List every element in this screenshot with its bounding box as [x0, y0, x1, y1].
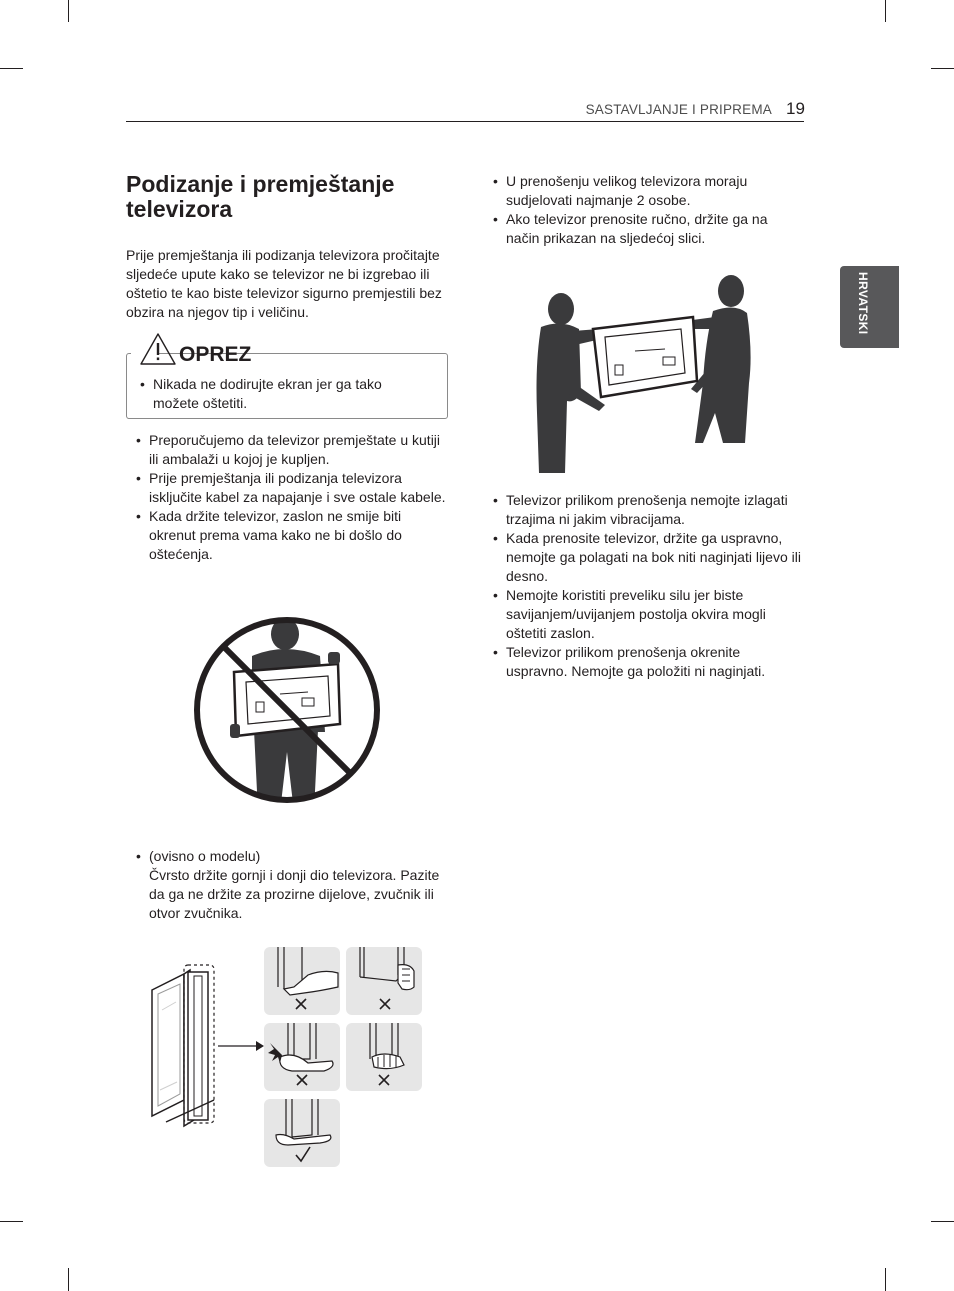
- grip-panel-1: [264, 947, 340, 1015]
- list-item: • Ako televizor prenosite ručno, držite ga na način prikazan na sljedećoj slici.: [483, 210, 803, 248]
- crop-mark: [885, 0, 886, 22]
- running-header-section: SASTAVLJANJE I PRIPREMA: [585, 102, 772, 117]
- left-bullet-list: [126, 431, 450, 564]
- crop-mark: [0, 68, 23, 69]
- caution-header: [131, 330, 252, 370]
- page-title: Podizanje i premještanje televizora: [126, 171, 395, 222]
- list-item: • Televizor prilikom prenošenja okrenite uspravno. Nemojte ga položiti ni naginjati.: [483, 643, 803, 681]
- header-rule: [126, 121, 804, 122]
- grip-panel-3: [264, 1023, 340, 1091]
- two-person-carry-illustration: [535, 273, 760, 478]
- tv-back-shape: [593, 317, 697, 397]
- person-left-silhouette: [537, 293, 606, 473]
- language-tab-label: HRVATSKI: [856, 272, 870, 335]
- right-bullet-list-bottom: [483, 491, 803, 681]
- crop-mark: [931, 68, 954, 69]
- list-item: • Kada prenosite televizor, držite ga uspravno, nemojte ga polagati na bok niti naginjati lijevo ili desno.: [483, 529, 803, 586]
- right-bullet-list-top: [483, 172, 803, 248]
- page-number: 19: [786, 99, 805, 118]
- model-note-list: [126, 847, 450, 923]
- list-item: • U prenošenju velikog televizora moraju sudjelovati najmanje 2 osobe.: [483, 172, 803, 210]
- model-note-line1: • (ovisno o modelu): [149, 848, 261, 864]
- model-note-line2: Čvrsto držite gornji i donji dio televizora. Pazite da ga ne držite za prozirne dijelove, zvučnik ili otvor zvučnika.: [149, 867, 440, 921]
- intro-paragraph: Prije premještanja ili podizanja televizora pročitajte sljedeće upute kako se televizor ne bi izgrebao ili oštetio te kao biste televizor sigurno premjestili bez obzira na njegov tip i veličinu.: [126, 247, 442, 320]
- list-item: • Preporučujemo da televizor premještate u kutiji ili ambalaži u kojoj je kupljen.: [126, 431, 450, 469]
- crop-mark: [68, 1268, 69, 1291]
- crop-mark: [68, 0, 69, 22]
- crop-mark: [0, 1221, 23, 1222]
- list-item: • Televizor prilikom prenošenja nemojte izlagati trzajima ni jakim vibracijama.: [483, 491, 803, 529]
- caution-item: • Nikada ne dodirujte ekran jer ga tako možete oštetiti.: [131, 375, 431, 413]
- prohibited-carry-illustration: [190, 612, 390, 812]
- caution-title: OPREZ: [179, 343, 252, 366]
- crop-mark: [931, 1221, 954, 1222]
- list-item: • Kada držite televizor, zaslon ne smije biti okrenut prema vama kako ne bi došlo do oštećenja.: [126, 507, 450, 564]
- list-item: • Nemojte koristiti preveliku silu jer biste savijanjem/uvijanjem postolja okvira mogli oštetiti zaslon.: [483, 586, 803, 643]
- grip-panel-5: [264, 1099, 340, 1167]
- crop-mark: [885, 1268, 886, 1291]
- warning-triangle-icon: [139, 332, 177, 366]
- caution-list: [131, 375, 431, 413]
- grip-panel-2: [346, 947, 422, 1015]
- grip-panel-4: [346, 1023, 422, 1091]
- list-item: • Prije premještanja ili podizanja televizora isključite kabel za napajanje i sve ostale kabele.: [126, 469, 450, 507]
- list-item: [126, 847, 450, 923]
- language-tab: [840, 266, 899, 348]
